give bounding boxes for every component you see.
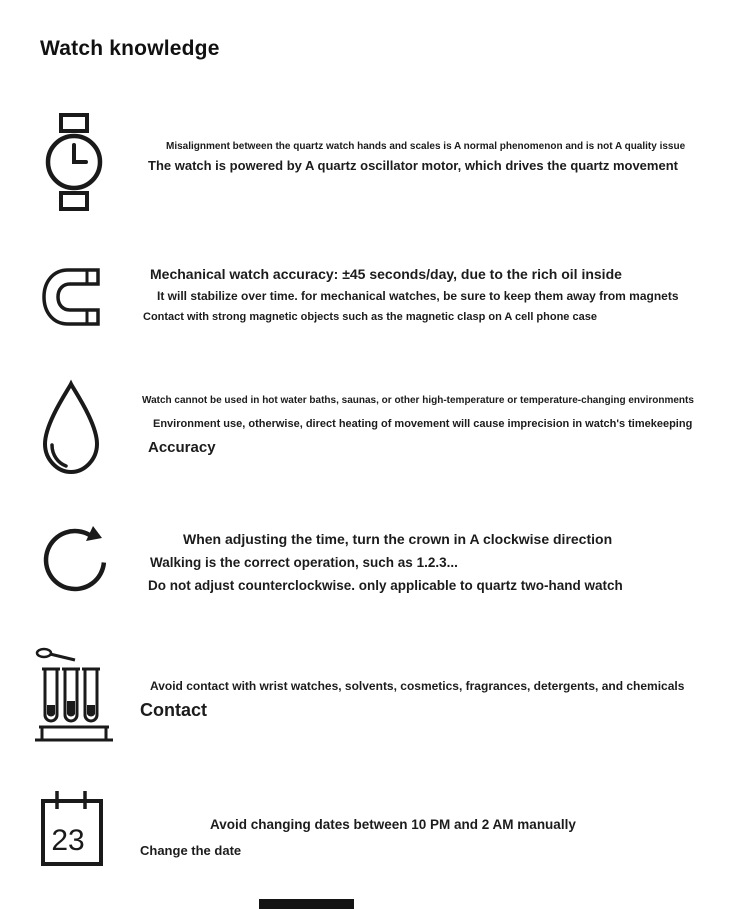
section-line: Walking is the correct operation, such as 1.2.3... (150, 555, 458, 570)
section-line: Accuracy (148, 439, 216, 456)
test-tubes-icon (35, 643, 113, 743)
calendar-icon (40, 788, 104, 868)
page-title: Watch knowledge (40, 37, 220, 60)
section-line: Contact with strong magnetic objects such as the magnetic clasp on A cell phone case (143, 311, 597, 323)
section-line: Mechanical watch accuracy: ±45 seconds/day, due to the rich oil inside (150, 266, 622, 282)
section-crown (0, 518, 750, 598)
section-line: It will stabilize over time. for mechanical watches, be sure to keep them away from magnets (157, 289, 679, 303)
section-chemicals (0, 643, 750, 743)
water-drop-icon (38, 379, 104, 477)
section-line: Avoid contact with wrist watches, solvents, cosmetics, fragrances, detergents, and chemicals (150, 679, 685, 693)
section-line: The watch is powered by A quartz oscillator motor, which drives the quartz movement (148, 158, 678, 173)
section-line: When adjusting the time, turn the crown in A clockwise direction (183, 531, 613, 547)
section-line: Misalignment between the quartz watch hands and scales is A normal phenomenon and is not A quality issue (166, 141, 686, 152)
section-line: Contact (140, 700, 207, 720)
section-temperature (0, 379, 750, 479)
wristwatch-icon (42, 112, 108, 212)
section-line: Avoid changing dates between 10 PM and 2 AM manually (210, 817, 576, 832)
section-line: Do not adjust counterclockwise. only applicable to quartz two-hand watch (148, 577, 623, 593)
section-line: Environment use, otherwise, direct heating of movement will cause imprecision in watch's timekeeping (153, 418, 693, 430)
section-line: Change the date (140, 842, 242, 858)
section-magnet (0, 264, 750, 334)
bottom-cutoff-bar (259, 899, 354, 909)
section-date (0, 788, 750, 873)
clockwise-arrow-icon (42, 520, 112, 594)
section-line: Watch cannot be used in hot water baths, saunas, or other high-temperature or temperature-changing environments (142, 395, 694, 406)
magnet-icon (40, 266, 104, 328)
calendar-day-number: 23 (51, 824, 85, 857)
section-quartz (0, 112, 750, 222)
